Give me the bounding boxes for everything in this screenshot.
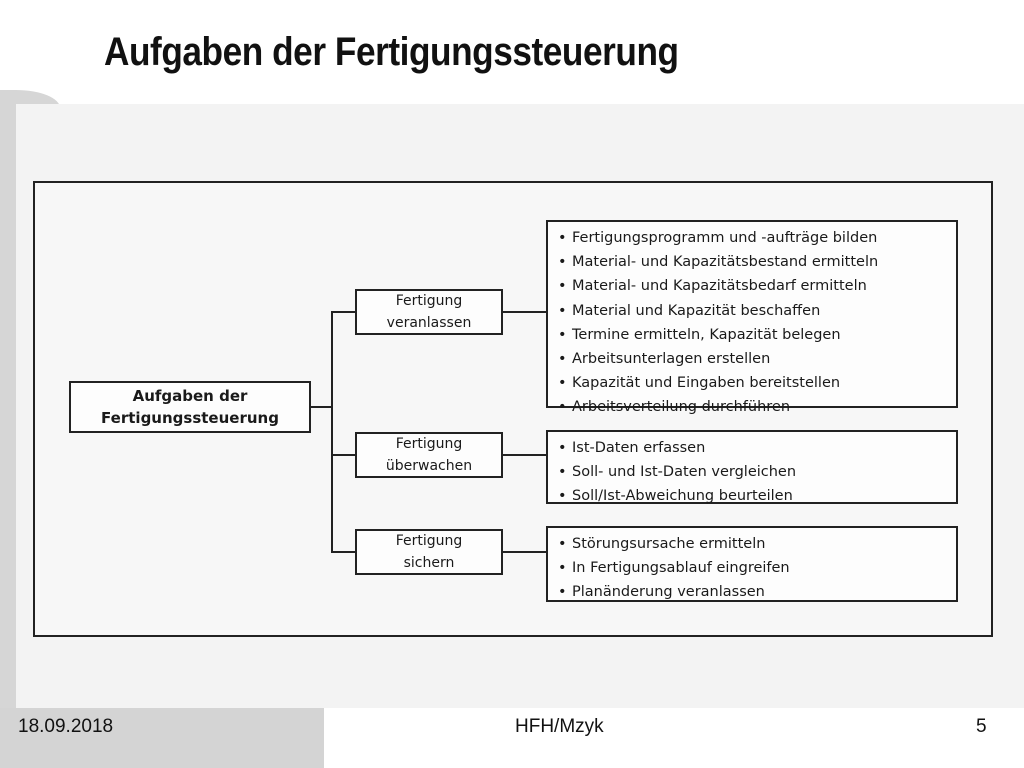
category-node-ueberwachen [355, 432, 503, 478]
task-item: • Material- und Kapazitätsbestand ermitteln [558, 250, 956, 274]
task-item: • Material und Kapazität beschaffen [558, 299, 956, 323]
footer-date: 18.09.2018 [18, 716, 114, 737]
connector-trunk-to-branch-3 [331, 551, 355, 553]
connector-branch-2-to-tasks [503, 454, 546, 456]
task-item: • Ist-Daten erfassen [558, 436, 956, 460]
task-item: • Kapazität und Eingaben bereitstellen [558, 371, 956, 395]
task-list-sichern [546, 526, 958, 602]
connector-trunk [331, 311, 333, 553]
category-node-line-2: sichern [403, 555, 455, 571]
task-item: • Termine ermitteln, Kapazität belegen [558, 323, 956, 347]
slide-title: Aufgaben der Fertigungssteuerung [104, 30, 679, 74]
category-node-line-1: Fertigung [395, 533, 463, 549]
task-item: • Arbeitsverteilung durchführen [558, 395, 956, 419]
connector-branch-1-to-tasks [503, 311, 546, 313]
task-item: • Fertigungsprogramm und -aufträge bilden [558, 226, 956, 250]
category-node-sichern [355, 529, 503, 575]
task-item: • Material- und Kapazitätsbedarf ermitteln [558, 274, 956, 298]
task-item: • Planänderung veranlassen [558, 580, 956, 604]
root-node [69, 381, 311, 433]
task-item: • Soll- und Ist-Daten vergleichen [558, 460, 956, 484]
category-node-veranlassen [355, 289, 503, 335]
category-node-line-1: Fertigung [395, 436, 463, 452]
task-list-veranlassen [546, 220, 958, 416]
category-node-line-2: veranlassen [386, 315, 472, 331]
connector-root-to-trunk [311, 406, 333, 408]
root-node-line-2: Fertigungssteuerung [101, 409, 279, 427]
connector-branch-3-to-tasks [503, 551, 546, 553]
task-item: • Störungsursache ermitteln [558, 532, 956, 556]
connector-trunk-to-branch-1 [331, 311, 355, 313]
root-node-line-1: Aufgaben der [132, 387, 248, 405]
category-node-line-2: überwachen [385, 458, 473, 474]
task-item: • In Fertigungsablauf eingreifen [558, 556, 956, 580]
category-node-line-1: Fertigung [395, 293, 463, 309]
task-item: • Arbeitsunterlagen erstellen [558, 347, 956, 371]
task-list-ueberwachen [546, 430, 958, 504]
footer-author: HFH/Mzyk [515, 716, 604, 737]
slide-side-bar [0, 90, 16, 710]
task-item: • Soll/Ist-Abweichung beurteilen [558, 484, 956, 508]
connector-trunk-to-branch-2 [331, 454, 355, 456]
footer-page-number: 5 [976, 716, 987, 737]
